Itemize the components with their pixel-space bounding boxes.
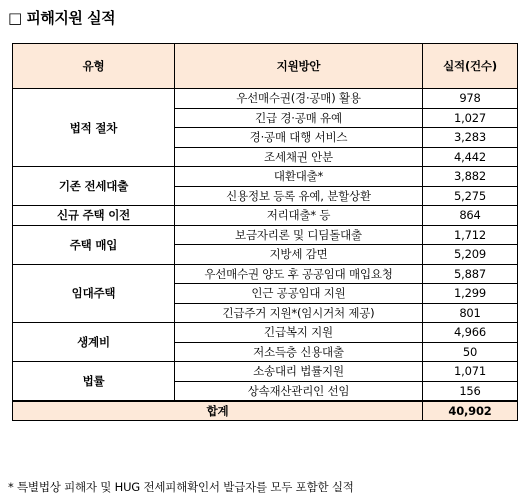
count-cell: 801 [423,303,518,323]
table-row [13,264,518,284]
method-cell: 신용정보 등록 유예, 분할상환 [175,186,423,206]
total-label: 합계 [13,401,423,421]
header-type: 유형 [13,44,175,89]
method-cell: 소송대리 법률지원 [175,362,423,382]
method-cell: 대환대출* [175,167,423,187]
count-cell: 5,275 [423,186,518,206]
header-method: 지원방안 [175,44,423,89]
method-cell: 지방세 감면 [175,245,423,265]
method-cell: 긴급 경·공매 유예 [175,108,423,128]
total-count: 40,902 [423,401,518,421]
category-cell: 생계비 [13,323,175,362]
table-row [13,362,518,382]
count-cell: 1,712 [423,225,518,245]
footnote: * 특별법상 피해자 및 HUG 전세피해확인서 발급자를 모두 포함한 실적 [8,480,354,494]
table-row [13,225,518,245]
method-cell: 인근 공공임대 지원 [175,284,423,304]
category-cell: 법률 [13,362,175,401]
count-cell: 978 [423,89,518,109]
count-cell: 5,209 [423,245,518,265]
page-title: □ 피해지원 실적 [8,9,116,27]
table-row [13,167,518,187]
count-cell: 156 [423,381,518,401]
count-cell: 1,027 [423,108,518,128]
total-row [13,401,518,421]
count-cell: 1,299 [423,284,518,304]
table-row [13,206,518,226]
count-cell: 1,071 [423,362,518,382]
count-cell: 864 [423,206,518,226]
method-cell: 조세채권 안분 [175,147,423,167]
category-cell: 주택 매입 [13,225,175,264]
method-cell: 우선매수권 양도 후 공공임대 매입요청 [175,264,423,284]
method-cell: 저리대출* 등 [175,206,423,226]
category-cell: 임대주택 [13,264,175,323]
support-results-table [12,43,518,421]
method-cell: 우선매수권(경·공매) 활용 [175,89,423,109]
method-cell: 긴급복지 지원 [175,323,423,343]
category-cell: 법적 절차 [13,89,175,167]
method-cell: 보금자리론 및 디딤돌대출 [175,225,423,245]
count-cell: 3,283 [423,128,518,148]
count-cell: 50 [423,342,518,362]
method-cell: 상속재산관리인 선임 [175,381,423,401]
count-cell: 5,887 [423,264,518,284]
category-cell: 신규 주택 이전 [13,206,175,226]
count-cell: 4,442 [423,147,518,167]
header-row [13,44,518,89]
table-row [13,323,518,343]
header-count: 실적(건수) [423,44,518,89]
count-cell: 4,966 [423,323,518,343]
category-cell: 기존 전세대출 [13,167,175,206]
method-cell: 경·공매 대행 서비스 [175,128,423,148]
table-row [13,89,518,109]
method-cell: 저소득층 신용대출 [175,342,423,362]
count-cell: 3,882 [423,167,518,187]
method-cell: 긴급주거 지원*(임시거처 제공) [175,303,423,323]
